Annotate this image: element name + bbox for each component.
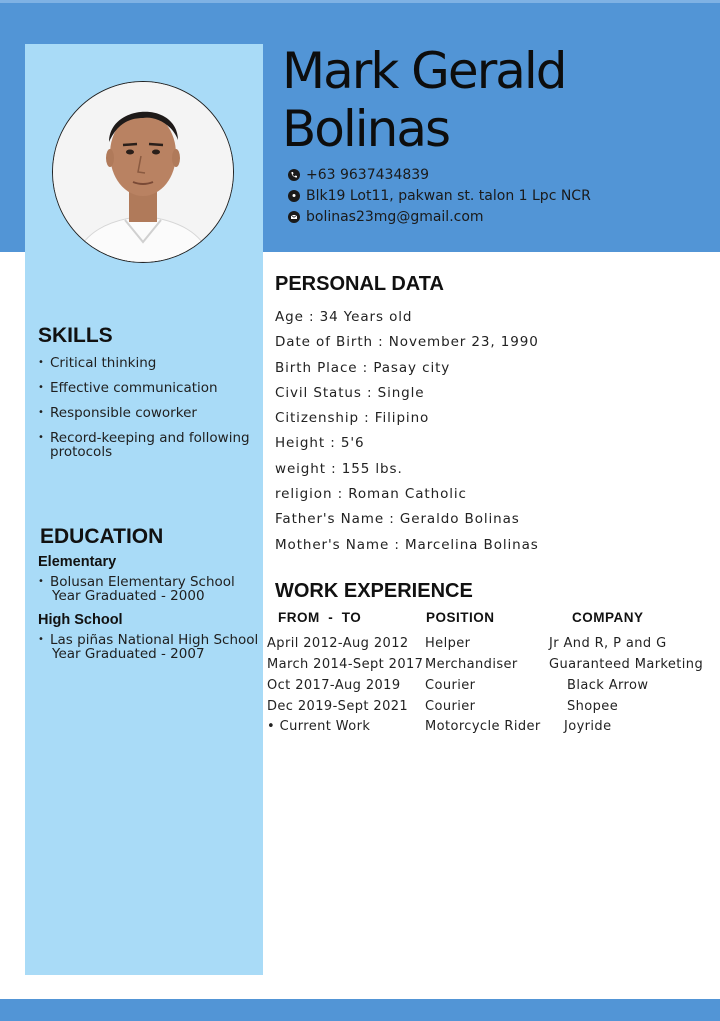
work-position: Courier [425, 699, 476, 714]
skill-item: • Responsible coworker [36, 406, 258, 420]
work-period: April 2012-Aug 2012 [267, 636, 409, 651]
work-position: Motorcycle Rider [425, 719, 541, 734]
personal-data-heading: PERSONAL DATA [275, 273, 444, 295]
personal-data-item: Citizenship : Filipino [275, 410, 430, 427]
footer-band [0, 999, 720, 1021]
personal-data-item: Birth Place : Pasay city [275, 359, 451, 376]
highschool-name: • Las piñas National High School [50, 632, 259, 648]
header-top-edge [0, 0, 720, 3]
skill-item: • Record-keeping and following protocols [36, 431, 258, 459]
work-col-position: POSITION [426, 610, 495, 625]
phone-icon [288, 169, 300, 181]
profile-photo [52, 81, 234, 263]
work-company: Joyride [564, 719, 612, 734]
email-icon [288, 211, 300, 223]
education-heading: EDUCATION [40, 525, 164, 548]
personal-data-item: Height : 5'6 [275, 435, 365, 452]
work-col-company: COMPANY [572, 610, 644, 625]
work-position: Courier [425, 678, 476, 693]
work-period: Dec 2019-Sept 2021 [267, 699, 409, 714]
work-period: • Current Work [267, 719, 371, 734]
work-company: Black Arrow [567, 678, 649, 693]
skills-list [36, 356, 258, 459]
personal-data-item: religion : Roman Catholic [275, 486, 467, 503]
work-col-from-to: FROM - TO [278, 610, 362, 625]
full-name [282, 42, 702, 158]
contact-email [288, 209, 484, 225]
location-pin-icon [288, 190, 300, 202]
education-elementary-label: Elementary [38, 554, 117, 570]
skills-heading: SKILLS [38, 324, 113, 347]
work-company: Guaranteed Marketing [549, 657, 704, 672]
education-item [36, 575, 258, 603]
work-position: Merchandiser [425, 657, 518, 672]
contact-phone [288, 167, 429, 183]
work-company: Shopee [567, 699, 619, 714]
work-period: March 2014-Sept 2017 [267, 657, 424, 672]
email-text: bolinas23mg@gmail.com [306, 209, 484, 225]
personal-data-item: Age : 34 Years old [275, 309, 413, 325]
work-experience-heading: WORK EXPERIENCE [275, 580, 473, 602]
address-text: Blk19 Lot11, pakwan st. talon 1 Lpc NCR [306, 188, 591, 204]
contact-address [288, 188, 591, 204]
work-period: Oct 2017-Aug 2019 [267, 678, 401, 693]
work-company: Jr And R, P and G [549, 636, 667, 651]
personal-data-list [275, 308, 539, 561]
personal-data-item: Date of Birth : November 23, 1990 [275, 334, 539, 351]
work-position: Helper [425, 636, 471, 651]
name-line-2: Bolinas [282, 100, 450, 158]
education-highschool-list [36, 633, 260, 661]
skill-item: • Effective communication [36, 381, 258, 395]
highschool-year: Year Graduated - 2007 [52, 646, 205, 662]
phone-text: +63 9637434839 [306, 167, 430, 183]
skill-item: • Critical thinking [36, 356, 258, 370]
profile-photo-illustration [53, 82, 233, 262]
name-line-1: Mark Gerald [282, 42, 566, 100]
personal-data-item: Civil Status : Single [275, 384, 425, 401]
personal-data-item: Mother's Name : Marcelina Bolinas [275, 536, 539, 553]
education-elementary-list [36, 575, 258, 603]
education-highschool-label: High School [38, 612, 123, 628]
personal-data-item: Father's Name : Geraldo Bolinas [275, 511, 520, 528]
elementary-year: Year Graduated - 2000 [52, 588, 205, 604]
personal-data-item: weight : 155 lbs. [275, 460, 403, 477]
education-item [36, 633, 260, 661]
elementary-school: • Bolusan Elementary School [50, 574, 235, 590]
